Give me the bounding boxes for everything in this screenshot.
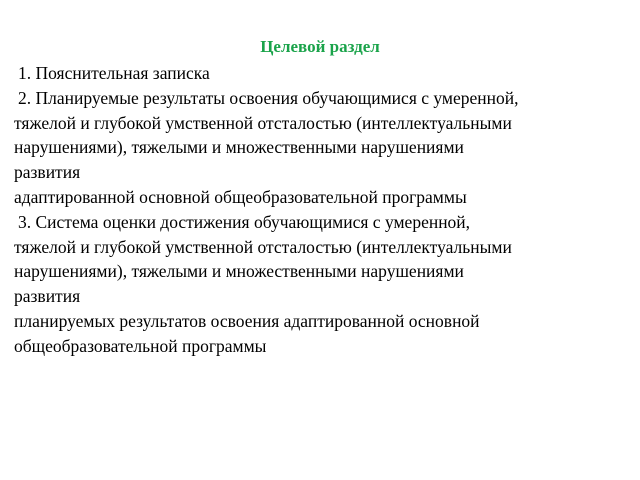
item-2-line-1: 2. Планируемые результаты освоения обучающимися с умеренной, [18, 87, 519, 108]
item-2-line-5: адаптированной основной общеобразовательной программы [14, 186, 467, 207]
section-body [14, 61, 634, 359]
item-1-label: 1. Пояснительная записка [18, 63, 210, 83]
item-2-line-3: нарушениями), тяжелыми и множественными нарушениями [14, 137, 464, 158]
item-3-line-5: планируемых результатов освоения адаптированной основной [14, 310, 480, 331]
section-title: Целевой раздел [260, 37, 380, 56]
item-2-line-4: развития [14, 162, 81, 183]
item-2-line-2: тяжелой и глубокой умственной отсталостью (интеллектуальными [14, 112, 512, 133]
item-3-line-3: нарушениями), тяжелыми и множественными нарушениями [14, 261, 464, 282]
item-3-line-2: тяжелой и глубокой умственной отсталостью (интеллектуальными [14, 236, 512, 257]
item-3-line-4: развития [14, 286, 81, 307]
item-3-line-1: 3. Система оценки достижения обучающимися с умеренной, [18, 211, 471, 232]
item-3-line-6: общеобразовательной программы [14, 335, 267, 356]
